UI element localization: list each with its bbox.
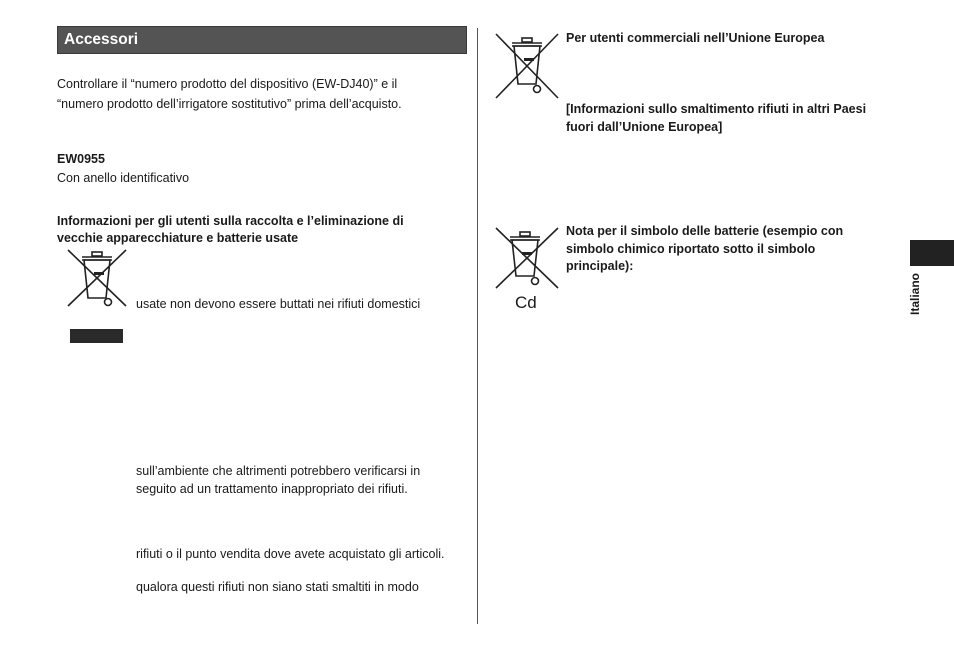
info-title-line-1: Informazioni per gli utenti sulla raccolta e l’eliminazione di [57, 214, 404, 228]
intro-line-1: Controllare il “numero prodotto del dispositivo (EW-DJ40)” e il [57, 77, 398, 91]
section-header [57, 26, 467, 54]
language-label: Italiano [908, 272, 922, 316]
para-4: qualora questi rifiuti non siano stati smaltiti in modo [136, 580, 419, 594]
section-title: Accessori [64, 31, 139, 48]
language-tab-label [906, 268, 924, 320]
language-tab-marker [910, 240, 954, 266]
crossed-out-bin-icon [494, 226, 560, 292]
para-2-line-2: seguito ad un trattamento inappropriato dei rifiuti. [136, 482, 408, 496]
eu-business-title: Per utenti commerciali nell’Unione Europea [566, 31, 825, 45]
battery-note-line-3: principale): [566, 259, 634, 273]
black-bar [70, 329, 123, 343]
crossed-out-bin-icon [494, 32, 560, 102]
battery-note-line-1: Nota per il simbolo delle batterie (esempio con [566, 224, 844, 238]
battery-note-line-2: simbolo chimico riportato sotto il simbolo [566, 242, 816, 256]
product-desc: Con anello identificativo [57, 171, 190, 185]
column-divider [477, 28, 478, 624]
intro-line-2: “numero prodotto dell’irrigatore sostitutivo” prima dell’acquisto. [57, 97, 402, 111]
para-2-line-1: sull’ambiente che altrimenti potrebbero verificarsi in [136, 464, 421, 478]
chem-symbol: Cd [515, 293, 537, 312]
product-code: EW0955 [57, 152, 105, 166]
para-3: rifiuti o il punto vendita dove avete acquistato gli articoli. [136, 547, 445, 561]
non-eu-title-line-1: [Informazioni sullo smaltimento rifiuti in altri Paesi [566, 102, 867, 116]
para-1: usate non devono essere buttati nei rifiuti domestici [136, 297, 421, 311]
info-title-line-2: vecchie apparecchiature e batterie usate [57, 231, 299, 245]
crossed-out-bin-icon [64, 248, 130, 310]
non-eu-title-line-2: fuori dall’Unione Europea] [566, 120, 723, 134]
